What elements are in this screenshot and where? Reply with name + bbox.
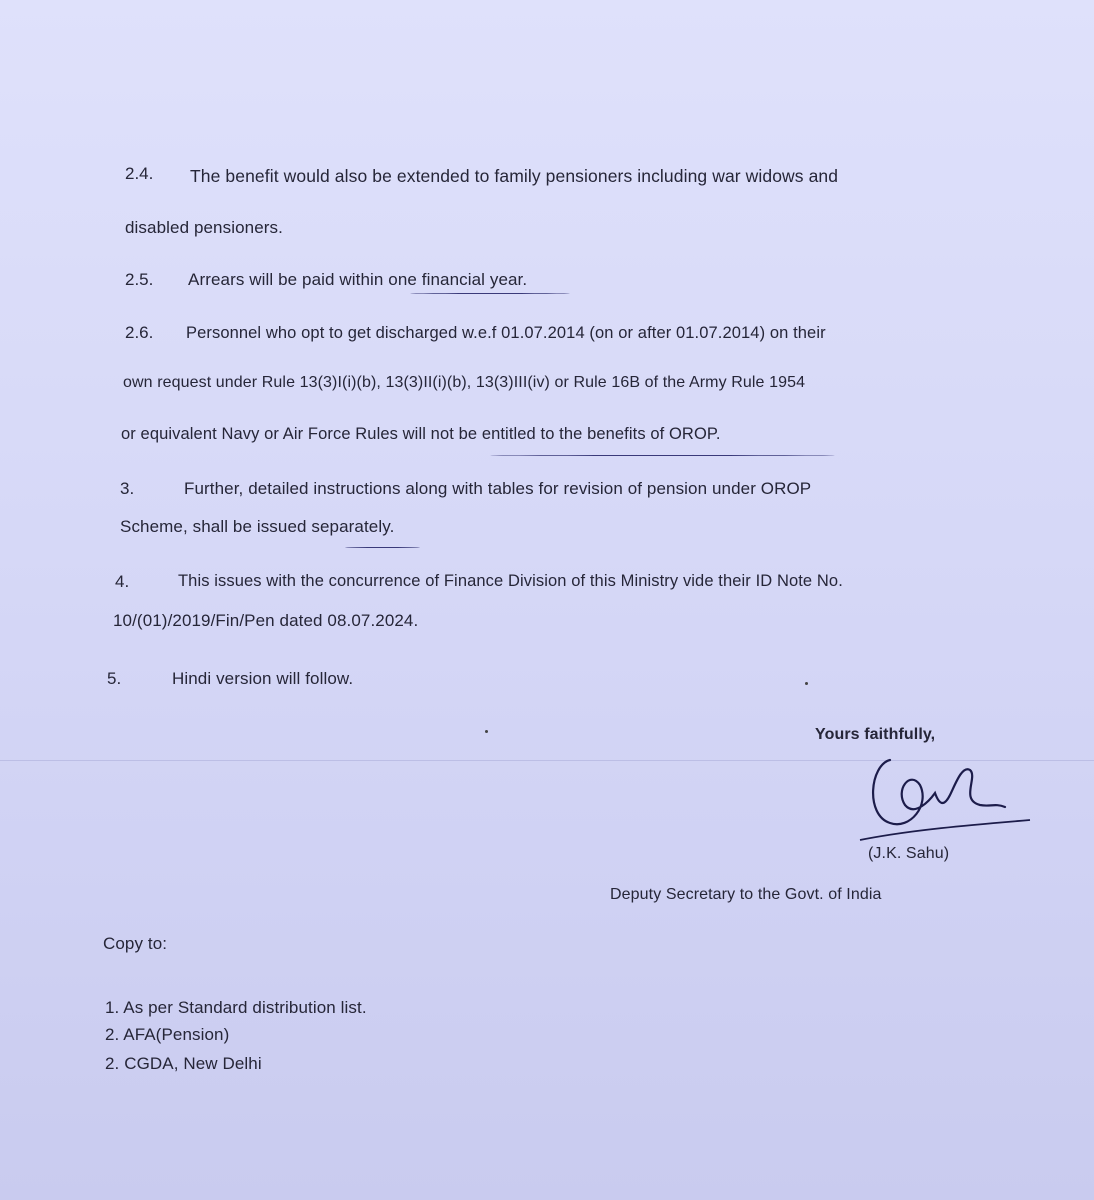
item-4-line-1: This issues with the concurrence of Finance Division of this Ministry vide their ID Note No. — [178, 572, 843, 590]
copy-to-item-1: 1. As per Standard distribution list. — [105, 998, 367, 1017]
signatory-name: (J.K. Sahu) — [868, 845, 950, 862]
item-3-number: 3. — [120, 479, 135, 498]
item-3-line-2: Scheme, shall be issued separately. — [120, 517, 395, 536]
item-2-6-line-3: or equivalent Navy or Air Force Rules will not be entitled to the benefits of OROP. — [121, 425, 721, 443]
item-2-4-number: 2.4. — [125, 164, 154, 183]
speck — [805, 682, 808, 685]
item-4-line-2: 10/(01)/2019/Fin/Pen dated 08.07.2024. — [113, 611, 419, 630]
copy-to-item-3: 2. CGDA, New Delhi — [105, 1054, 262, 1073]
signature-scribble — [850, 745, 1030, 845]
item-2-4-line-2: disabled pensioners. — [125, 218, 283, 237]
item-2-6-number: 2.6. — [125, 323, 154, 342]
handwritten-underline — [490, 455, 835, 456]
item-2-5-text: Arrears will be paid within one financial year. — [188, 270, 528, 289]
item-5-text: Hindi version will follow. — [172, 669, 354, 688]
item-2-4-line-1: The benefit would also be extended to family pensioners including war widows and — [190, 166, 839, 186]
item-5-number: 5. — [107, 669, 122, 688]
item-3-line-1: Further, detailed instructions along with tables for revision of pension under OROP — [184, 479, 812, 498]
item-4-number: 4. — [115, 572, 130, 591]
handwritten-underline — [410, 293, 570, 294]
item-2-6-line-2: own request under Rule 13(3)I(i)(b), 13(3)II(i)(b), 13(3)III(iv) or Rule 16B of the Army Rule 1954 — [123, 374, 806, 391]
handwritten-underline — [345, 547, 420, 548]
item-2-5-number: 2.5. — [125, 270, 154, 289]
speck — [485, 730, 488, 733]
item-2-6-line-1: Personnel who opt to get discharged w.e.f 01.07.2014 (on or after 01.07.2014) on their — [186, 324, 826, 342]
copy-to-heading: Copy to: — [103, 934, 168, 953]
closing-text: Yours faithfully, — [815, 726, 936, 743]
signatory-designation: Deputy Secretary to the Govt. of India — [610, 886, 882, 903]
copy-to-item-2: 2. AFA(Pension) — [105, 1025, 230, 1044]
